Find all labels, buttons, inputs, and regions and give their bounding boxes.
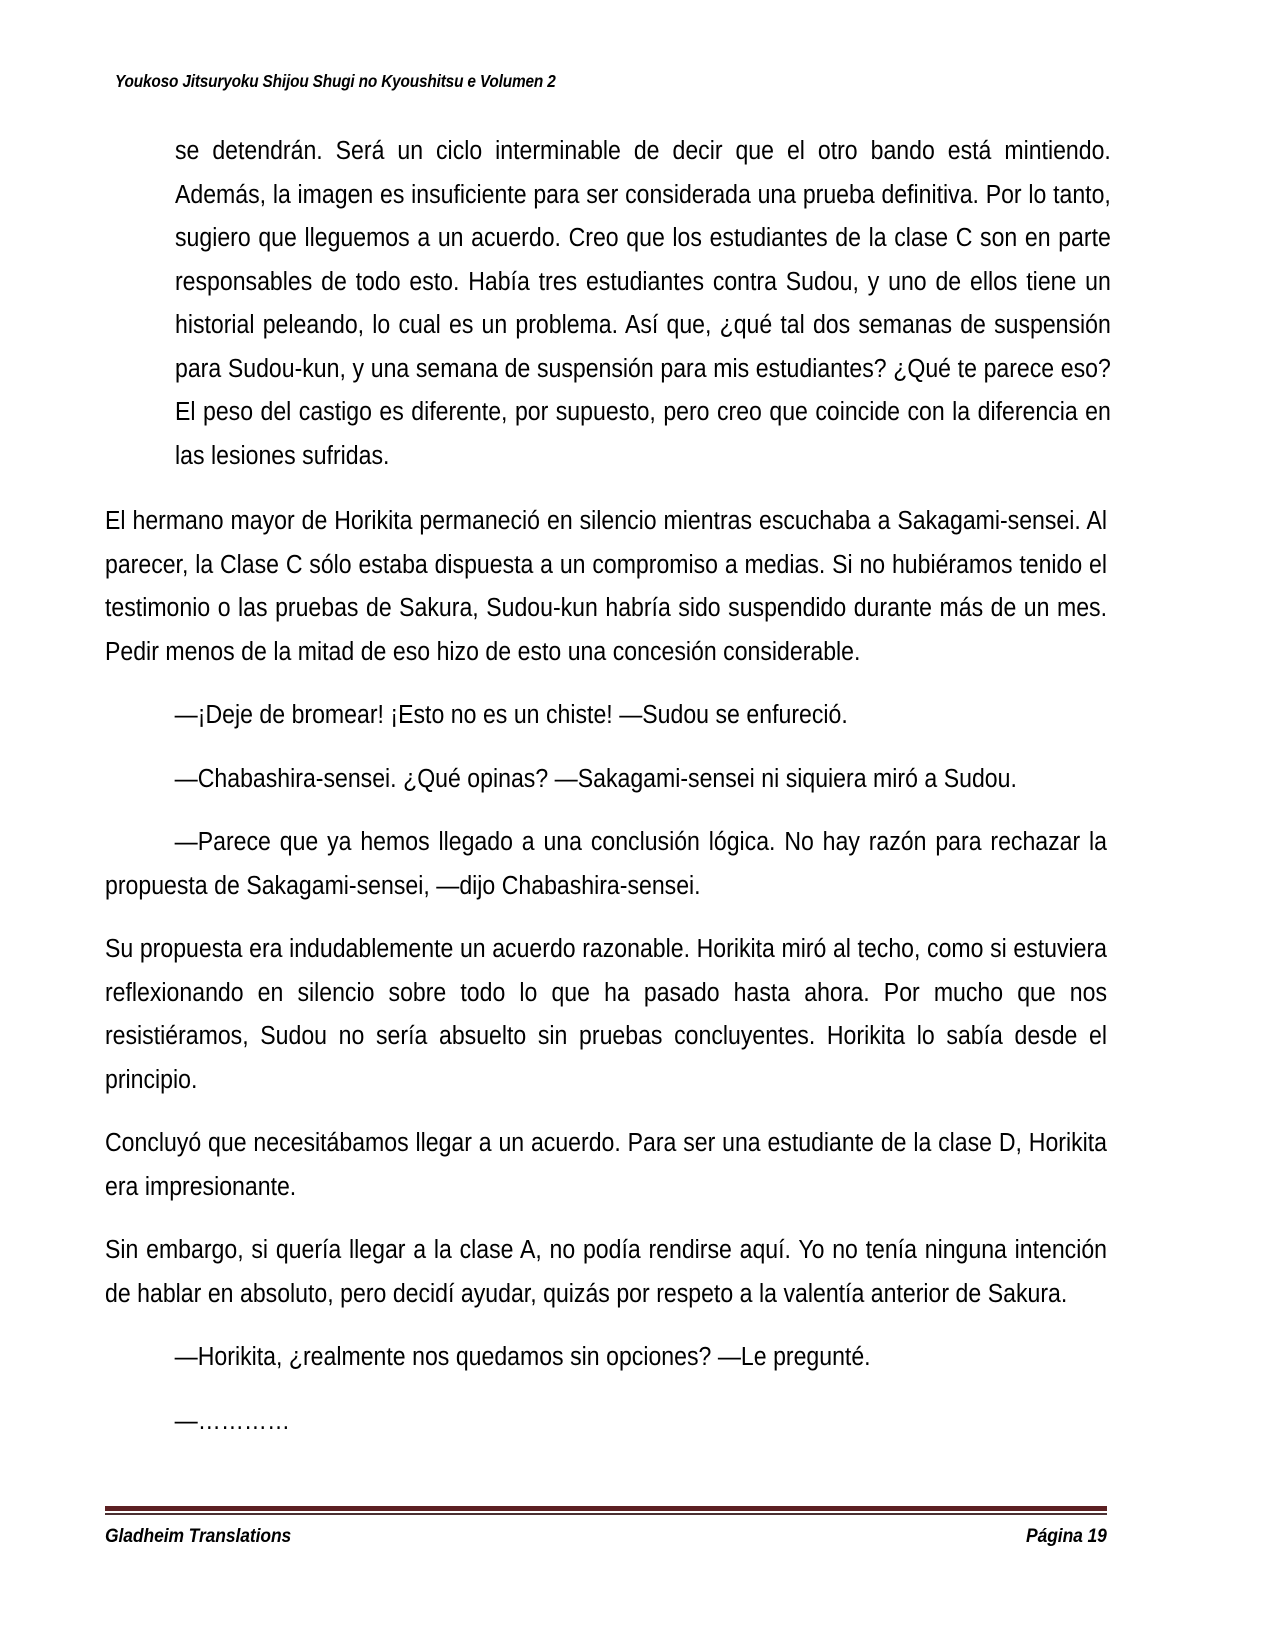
body-paragraph: Sin embargo, si quería llegar a la clase A, no podía rendirse aquí. Yo no tenía ninguna intención de hablar en absoluto, pero decidí ayudar, quizás por respeto a la valentía anterior de Sakura. xyxy=(105,1236,1108,1308)
dialogue-line: —Parece que ya hemos llegado a una conclusión lógica. No hay razón para rechazar la propuesta de Sakagami-sensei, —dijo Chabashira-sensei. xyxy=(105,828,1108,900)
dialogue-line: —Horikita, ¿realmente nos quedamos sin opciones? —Le pregunté. xyxy=(174,1343,871,1371)
header-book-title: Youkoso Jitsuryoku Shijou Shugi no Kyoushitsu e Volumen 2 xyxy=(115,71,556,91)
body-paragraph-quote: se detendrán. Será un ciclo interminable de decir que el otro bando está mintiendo. Además, la imagen es insuficiente para ser considerada una prueba definitiva. Por lo tanto, sugiero que lleguemos a un acuerdo. Creo que los estudiantes de la clase C son en parte responsables de todo esto. Había tres estudiantes contra Sudou, y uno de ellos tiene un historial peleando, lo cual es un problema. Así que, ¿qué tal dos semanas de suspensión para Sudou-kun, y una semana de suspensión para mis estudiantes? ¿Qué te parece eso? El peso del castigo es diferente, por supuesto, pero creo que coincide con la diferencia en las lesiones sufridas. xyxy=(175,137,1111,470)
dialogue-line: —Chabashira-sensei. ¿Qué opinas? —Sakagami-sensei ni siquiera miró a Sudou. xyxy=(174,764,1017,793)
footer-page-number: Página 19 xyxy=(1026,1526,1107,1547)
body-paragraph: Su propuesta era indudablemente un acuerdo razonable. Horikita miró al techo, como si estuviera reflexionando en silencio sobre todo lo que ha pasado hasta ahora. Por mucho que nos resistiéramos, Sudou no sería absuelto sin pruebas concluyentes. Horikita lo sabía desde el principio. xyxy=(105,935,1108,1094)
dialogue-line: —¡Deje de bromear! ¡Esto no es un chiste! —Sudou se enfureció. xyxy=(174,701,848,729)
page-header xyxy=(115,70,1115,98)
footer-translator-credit: Gladheim Translations xyxy=(105,1526,292,1547)
footer-rule-thin xyxy=(105,1513,1107,1515)
page-body xyxy=(105,130,1111,1463)
footer-row xyxy=(105,1526,1107,1548)
page-footer xyxy=(105,1506,1107,1548)
dialogue-line-ellipsis: —………… xyxy=(174,1406,291,1435)
body-paragraph: Concluyó que necesitábamos llegar a un acuerdo. Para ser una estudiante de la clase D, Horikita era impresionante. xyxy=(105,1129,1108,1201)
body-paragraph: El hermano mayor de Horikita permaneció en silencio mientras escuchaba a Sakagami-sensei. Al parecer, la Clase C sólo estaba dispuesta a un compromiso a medias. Si no hubiéramos tenido el testimonio o las pruebas de Sakura, Sudou-kun habría sido suspendido durante más de un mes. Pedir menos de la mitad de eso hizo de esto una concesión considerable. xyxy=(105,507,1108,666)
